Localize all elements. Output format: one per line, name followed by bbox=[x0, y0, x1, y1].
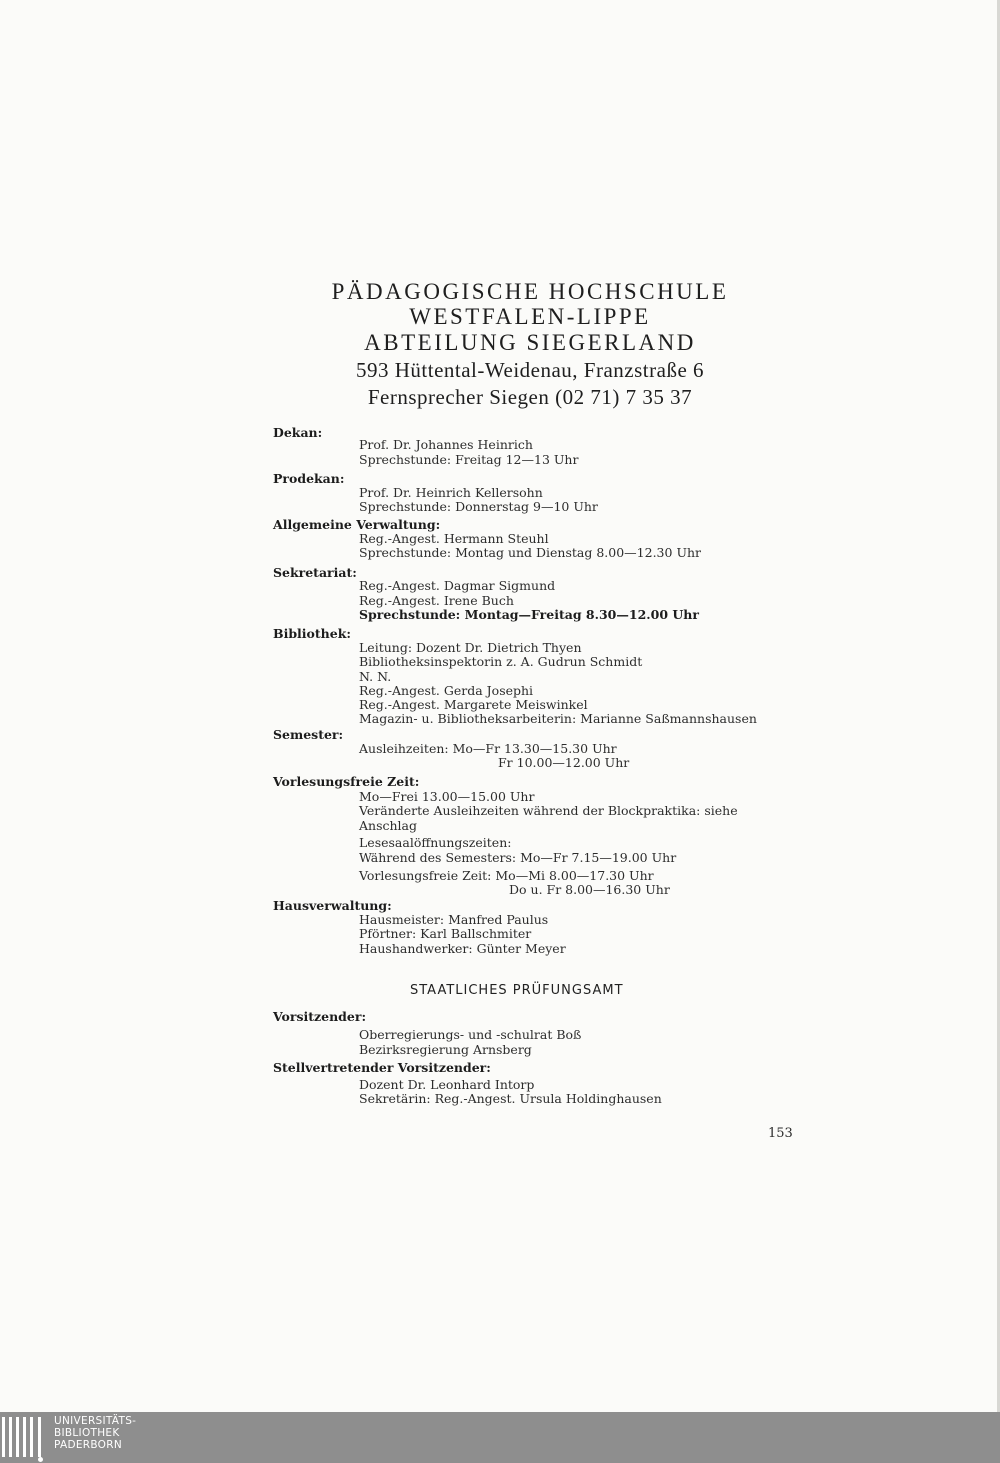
bibliothek-line: Reg.-Angest. Gerda Josephi bbox=[359, 683, 534, 698]
dekan-line: Sprechstunde: Freitag 12—13 Uhr bbox=[359, 452, 579, 467]
vorlesungsfreie-zeit-line: Während des Semesters: Mo—Fr 7.15—19.00 Uhr bbox=[359, 850, 677, 865]
stellvertreter-line: Sekretärin: Reg.-Angest. Ursula Holdinghausen bbox=[359, 1091, 662, 1106]
prodekan-line: Sprechstunde: Donnerstag 9—10 Uhr bbox=[359, 499, 598, 514]
verwaltung-line: Reg.-Angest. Hermann Steuhl bbox=[359, 531, 549, 546]
section-label-dekan: Dekan: bbox=[273, 425, 323, 440]
logo-line: PADERBORN bbox=[54, 1439, 122, 1451]
library-logo-text bbox=[54, 1415, 136, 1451]
library-footer-banner bbox=[0, 1412, 1000, 1463]
section-label-vorsitzender: Vorsitzender: bbox=[273, 1009, 367, 1024]
vorlesungsfreie-zeit-line: Do u. Fr 8.00—16.30 Uhr bbox=[509, 882, 670, 897]
vorlesungsfreie-zeit-line: Vorlesungsfreie Zeit: Mo—Mi 8.00—17.30 Uhr bbox=[359, 868, 654, 883]
page-number: 153 bbox=[768, 1126, 793, 1141]
vorlesungsfreie-zeit-line: Mo—Frei 13.00—15.00 Uhr bbox=[359, 789, 535, 804]
section-label-prodekan: Prodekan: bbox=[273, 471, 345, 486]
vorlesungsfreie-zeit-line: Veränderte Ausleihzeiten während der Blockpraktika: siehe bbox=[359, 803, 738, 818]
phone-number: Fernsprecher Siegen (02 71) 7 35 37 bbox=[367, 385, 693, 409]
section-label-semester: Semester: bbox=[273, 727, 344, 742]
address: 593 Hüttental-Weidenau, Franzstraße 6 bbox=[355, 358, 705, 382]
vorlesungsfreie-zeit-line: Anschlag bbox=[359, 818, 417, 833]
section-label-stellvertreter: Stellvertretender Vorsitzender: bbox=[273, 1060, 491, 1075]
bibliothek-line: Leitung: Dozent Dr. Dietrich Thyen bbox=[359, 640, 582, 655]
vorlesungsfreie-zeit-line: Lesesaalöffnungszeiten: bbox=[359, 835, 512, 850]
dekan-line: Prof. Dr. Johannes Heinrich bbox=[359, 437, 533, 452]
stellvertreter-line: Dozent Dr. Leonhard Intorp bbox=[359, 1077, 535, 1092]
section-label-hausverwaltung: Hausverwaltung: bbox=[273, 898, 392, 913]
sekretariat-line: Sprechstunde: Montag—Freitag 8.30—12.00 Uhr bbox=[359, 607, 699, 622]
semester-line: Ausleihzeiten: Mo—Fr 13.30—15.30 Uhr bbox=[359, 741, 617, 756]
institution-title-line-3: ABTEILUNG SIEGERLAND bbox=[364, 330, 696, 355]
section-label-bibliothek: Bibliothek: bbox=[273, 626, 351, 641]
semester-line: Fr 10.00—12.00 Uhr bbox=[498, 755, 630, 770]
pruefungsamt-heading: STAATLICHES PRÜFUNGSAMT bbox=[410, 983, 624, 998]
bibliothek-line: Bibliotheksinspektorin z. A. Gudrun Schmidt bbox=[359, 654, 643, 669]
section-label-sekretariat: Sekretariat: bbox=[273, 565, 357, 580]
section-label-vorlesungsfreie-zeit: Vorlesungsfreie Zeit: bbox=[273, 774, 420, 789]
sekretariat-line: Reg.-Angest. Irene Buch bbox=[359, 593, 514, 608]
section-label-verwaltung: Allgemeine Verwaltung: bbox=[273, 517, 441, 532]
institution-title-line-1: PÄDAGOGISCHE HOCHSCHULE bbox=[331, 279, 729, 304]
sekretariat-line: Reg.-Angest. Dagmar Sigmund bbox=[359, 578, 556, 593]
prodekan-line: Prof. Dr. Heinrich Kellersohn bbox=[359, 485, 543, 500]
hausverwaltung-line: Haushandwerker: Günter Meyer bbox=[359, 941, 566, 956]
logo-line: UNIVERSITÄTS- bbox=[54, 1415, 137, 1427]
verwaltung-line: Sprechstunde: Montag und Dienstag 8.00—12.30 Uhr bbox=[359, 545, 701, 560]
bibliothek-line: N. N. bbox=[359, 669, 392, 684]
bibliothek-line: Magazin- u. Bibliotheksarbeiterin: Marianne Saßmannshausen bbox=[359, 711, 757, 726]
logo-dot-icon bbox=[38, 1457, 43, 1462]
vorsitzender-line: Bezirksregierung Arnsberg bbox=[359, 1042, 532, 1057]
hausverwaltung-line: Hausmeister: Manfred Paulus bbox=[359, 912, 549, 927]
hausverwaltung-line: Pförtner: Karl Ballschmiter bbox=[359, 926, 532, 941]
bibliothek-line: Reg.-Angest. Margarete Meiswinkel bbox=[359, 697, 588, 712]
vorsitzender-line: Oberregierungs- und -schulrat Boß bbox=[359, 1027, 582, 1042]
logo-line: BIBLIOTHEK bbox=[54, 1427, 120, 1439]
institution-title-line-2: WESTFALEN-LIPPE bbox=[409, 304, 651, 329]
